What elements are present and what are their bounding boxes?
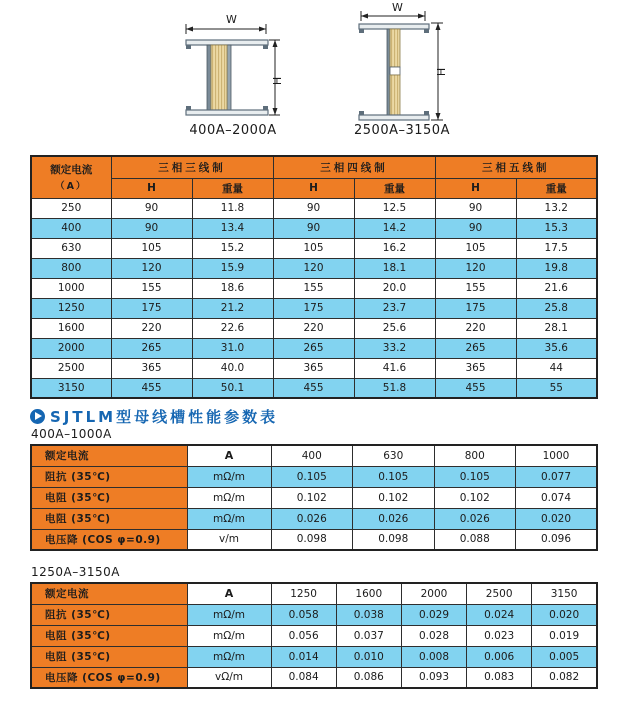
value-cell: 0.105 (271, 466, 353, 487)
value-cell: 0.005 (532, 646, 597, 667)
value-cell: 120 (273, 258, 354, 278)
value-cell: 2500 (467, 583, 532, 604)
value-cell: 0.026 (353, 508, 435, 529)
value-cell: 120 (111, 258, 192, 278)
value-cell: 90 (111, 218, 192, 238)
value-cell: 1000 (516, 445, 598, 466)
value-cell: 155 (273, 278, 354, 298)
value-cell: 0.023 (467, 625, 532, 646)
value-cell: 44 (516, 358, 597, 378)
table-row (31, 646, 597, 667)
value-cell: 265 (273, 338, 354, 358)
value-cell: 155 (435, 278, 516, 298)
table-row (31, 218, 597, 238)
diagram-range-label: 400A–2000A (189, 123, 277, 138)
busway-cross-section-diagram-2500a-3150a (352, 2, 452, 122)
table-row (31, 667, 597, 688)
rated-current-cell: 2000 (31, 338, 111, 358)
arrowhead-icon (418, 14, 425, 19)
diagram-range-label: 2500A–3150A (354, 123, 450, 138)
value-cell: 31.0 (192, 338, 273, 358)
value-cell: 40.0 (192, 358, 273, 378)
row-label-cell: 阻抗 (35℃) (31, 604, 187, 625)
performance-table-body (31, 445, 597, 550)
value-cell: 90 (111, 198, 192, 218)
value-cell: 0.058 (271, 604, 336, 625)
height-dim-label: H (271, 76, 284, 86)
value-cell: 265 (435, 338, 516, 358)
value-cell: 23.7 (354, 298, 435, 318)
value-cell: 0.010 (336, 646, 401, 667)
table-row (31, 358, 597, 378)
value-cell: 0.026 (434, 508, 516, 529)
value-cell: 0.074 (516, 487, 598, 508)
row-label-cell: 额定电流 (31, 583, 187, 604)
value-cell: 120 (435, 258, 516, 278)
row-label-cell: 电压降 (COS φ=0.9) (31, 667, 187, 688)
value-cell: 0.038 (336, 604, 401, 625)
busway-cross-section-diagram-400a-2000a (182, 14, 284, 122)
value-cell: 2000 (401, 583, 466, 604)
value-cell: 21.6 (516, 278, 597, 298)
value-cell: 90 (273, 218, 354, 238)
value-cell: 455 (435, 378, 516, 398)
subheader-weight: 重量 (516, 178, 597, 198)
table-caption-1250a-3150a: 1250A–3150A (31, 565, 120, 579)
row-label-cell: 电阻 (35℃) (31, 625, 187, 646)
performance-table-body (31, 583, 597, 688)
value-cell: 400 (271, 445, 353, 466)
value-cell: 55 (516, 378, 597, 398)
value-cell: 1600 (336, 583, 401, 604)
unit-cell: mΩ/m (187, 646, 271, 667)
value-cell: 265 (111, 338, 192, 358)
unit-cell: v/m (187, 529, 271, 550)
value-cell: 0.084 (271, 667, 336, 688)
table-row (31, 529, 597, 550)
performance-table-400a-1000a (30, 444, 598, 551)
value-cell: 28.1 (516, 318, 597, 338)
conductor-stack-upper (390, 29, 400, 67)
table-row (31, 318, 597, 338)
group-header-3phase-3wire: 三相三线制 (111, 156, 273, 178)
value-cell: 41.6 (354, 358, 435, 378)
rated-current-cell: 3150 (31, 378, 111, 398)
table-row (31, 298, 597, 318)
value-cell: 0.024 (467, 604, 532, 625)
value-cell: 1250 (271, 583, 336, 604)
rated-current-cell: 250 (31, 198, 111, 218)
value-cell: 0.020 (532, 604, 597, 625)
arrowhead-icon (436, 113, 441, 120)
value-cell: 0.086 (336, 667, 401, 688)
rated-current-header-text: 额定电流 (50, 164, 93, 177)
row-label-cell: 电阻 (35℃) (31, 487, 187, 508)
value-cell: 3150 (532, 583, 597, 604)
arrowhead-icon (273, 108, 278, 115)
value-cell: 175 (111, 298, 192, 318)
table-row (31, 604, 597, 625)
rated-current-cell: 2500 (31, 358, 111, 378)
conductor-stack (211, 45, 227, 110)
value-cell: 800 (434, 445, 516, 466)
busway-dimensions-weight-table (30, 155, 598, 399)
value-cell: 21.2 (192, 298, 273, 318)
value-cell: 0.026 (271, 508, 353, 529)
value-cell: 13.2 (516, 198, 597, 218)
row-label-cell: 电阻 (35℃) (31, 508, 187, 529)
value-cell: 19.8 (516, 258, 597, 278)
unit-cell: mΩ/m (187, 487, 271, 508)
value-cell: 18.1 (354, 258, 435, 278)
value-cell: 0.037 (336, 625, 401, 646)
value-cell: 0.102 (434, 487, 516, 508)
value-cell: 0.056 (271, 625, 336, 646)
unit-cell: vΩ/m (187, 667, 271, 688)
section-title-text: SJTLM型母线槽性能参数表 (50, 407, 279, 426)
row-label-cell: 电阻 (35℃) (31, 646, 187, 667)
value-cell: 105 (435, 238, 516, 258)
arrowhead-icon (361, 14, 368, 19)
group-header-3phase-5wire: 三相五线制 (435, 156, 597, 178)
value-cell: 455 (111, 378, 192, 398)
unit-cell: A (187, 583, 271, 604)
unit-cell: mΩ/m (187, 466, 271, 487)
value-cell: 105 (111, 238, 192, 258)
value-cell: 0.029 (401, 604, 466, 625)
rated-current-cell: 1250 (31, 298, 111, 318)
table-row (31, 258, 597, 278)
value-cell: 20.0 (354, 278, 435, 298)
value-cell: 0.019 (532, 625, 597, 646)
value-cell: 90 (435, 218, 516, 238)
rated-current-cell: 400 (31, 218, 111, 238)
subheader-h: H (273, 178, 354, 198)
value-cell: 33.2 (354, 338, 435, 358)
unit-cell: mΩ/m (187, 508, 271, 529)
unit-cell: mΩ/m (187, 604, 271, 625)
value-cell: 0.014 (271, 646, 336, 667)
rated-current-unit: （A） (55, 181, 88, 193)
table-row (31, 338, 597, 358)
value-cell: 0.093 (401, 667, 466, 688)
value-cell: 0.098 (353, 529, 435, 550)
value-cell: 0.006 (467, 646, 532, 667)
value-cell: 175 (273, 298, 354, 318)
value-cell: 15.2 (192, 238, 273, 258)
row-label-cell: 电压降 (COS φ=0.9) (31, 529, 187, 550)
value-cell: 51.8 (354, 378, 435, 398)
subheader-weight: 重量 (192, 178, 273, 198)
table-row (31, 278, 597, 298)
value-cell: 22.6 (192, 318, 273, 338)
value-cell: 365 (273, 358, 354, 378)
arrowhead-icon (259, 27, 266, 32)
value-cell: 15.3 (516, 218, 597, 238)
value-cell: 455 (273, 378, 354, 398)
value-cell: 0.102 (271, 487, 353, 508)
table-row (31, 625, 597, 646)
table-row (31, 198, 597, 218)
value-cell: 13.4 (192, 218, 273, 238)
rated-current-cell: 630 (31, 238, 111, 258)
unit-cell: A (187, 445, 271, 466)
value-cell: 16.2 (354, 238, 435, 258)
value-cell: 25.6 (354, 318, 435, 338)
subheader-h: H (435, 178, 516, 198)
value-cell: 90 (435, 198, 516, 218)
table-row (31, 508, 597, 529)
value-cell: 365 (435, 358, 516, 378)
value-cell: 220 (273, 318, 354, 338)
subheader-weight: 重量 (354, 178, 435, 198)
performance-table-1250a-3150a (30, 582, 598, 689)
row-label-cell: 额定电流 (31, 445, 187, 466)
value-cell: 50.1 (192, 378, 273, 398)
value-cell: 0.096 (516, 529, 598, 550)
value-cell: 105 (273, 238, 354, 258)
value-cell: 90 (273, 198, 354, 218)
value-cell: 0.105 (434, 466, 516, 487)
value-cell: 0.105 (353, 466, 435, 487)
table-caption-400a-1000a: 400A–1000A (31, 427, 112, 441)
rated-current-cell: 1600 (31, 318, 111, 338)
value-cell: 0.102 (353, 487, 435, 508)
value-cell: 14.2 (354, 218, 435, 238)
value-cell: 220 (435, 318, 516, 338)
value-cell: 15.9 (192, 258, 273, 278)
value-cell: 11.8 (192, 198, 273, 218)
table-row (31, 487, 597, 508)
table-row (31, 378, 597, 398)
rated-current-cell: 800 (31, 258, 111, 278)
width-dim-label: W (392, 2, 403, 14)
table-row (31, 445, 597, 466)
table-row (31, 466, 597, 487)
table-row (31, 583, 597, 604)
value-cell: 0.088 (434, 529, 516, 550)
rated-current-header (31, 156, 111, 198)
value-cell: 17.5 (516, 238, 597, 258)
value-cell: 0.077 (516, 466, 598, 487)
conductor-gap (390, 67, 400, 75)
value-cell: 220 (111, 318, 192, 338)
width-dim-label: W (226, 14, 237, 26)
table-row (31, 238, 597, 258)
height-dim-label: H (435, 67, 448, 77)
value-cell: 0.020 (516, 508, 598, 529)
value-cell: 25.8 (516, 298, 597, 318)
unit-cell: mΩ/m (187, 625, 271, 646)
conductor-stack-lower (390, 75, 400, 117)
section-title (30, 406, 278, 426)
value-cell: 12.5 (354, 198, 435, 218)
value-cell: 0.028 (401, 625, 466, 646)
arrowhead-icon (273, 40, 278, 47)
group-header-3phase-4wire: 三相四线制 (273, 156, 435, 178)
play-circle-icon (30, 409, 45, 424)
subheader-h: H (111, 178, 192, 198)
value-cell: 175 (435, 298, 516, 318)
dimensions-table-body (31, 198, 597, 398)
value-cell: 35.6 (516, 338, 597, 358)
value-cell: 630 (353, 445, 435, 466)
arrowhead-icon (186, 27, 193, 32)
arrowhead-icon (436, 23, 441, 30)
value-cell: 365 (111, 358, 192, 378)
value-cell: 18.6 (192, 278, 273, 298)
value-cell: 0.098 (271, 529, 353, 550)
value-cell: 0.082 (532, 667, 597, 688)
row-label-cell: 阻抗 (35℃) (31, 466, 187, 487)
value-cell: 0.008 (401, 646, 466, 667)
rated-current-cell: 1000 (31, 278, 111, 298)
value-cell: 0.083 (467, 667, 532, 688)
value-cell: 155 (111, 278, 192, 298)
